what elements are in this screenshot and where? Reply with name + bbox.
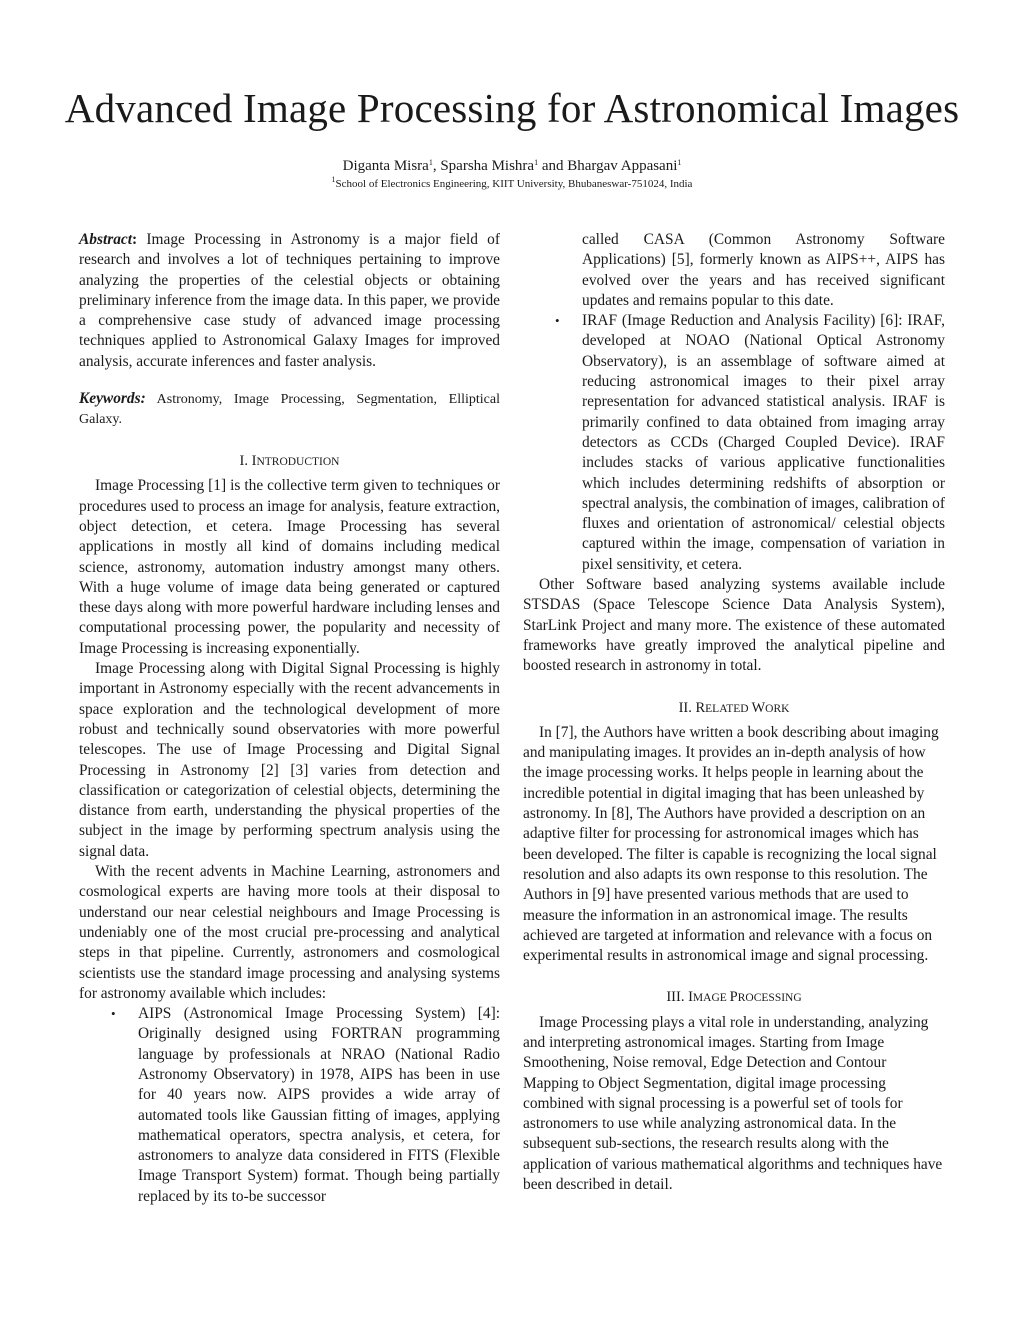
list-item-aips — [79, 1004, 500, 1207]
author-name: Bhargav Appasani — [567, 158, 678, 174]
author-affiliation-mark: 1 — [677, 158, 682, 167]
list-item-iraf — [523, 311, 945, 575]
affiliation-text: School of Electronics Engineering, KIIT University, Bhubaneswar-751024, India — [335, 178, 693, 190]
bullet-icon: • — [111, 1006, 116, 1022]
intro-paragraph-2: Image Processing along with Digital Signal Processing is highly important in Astronomy especially with the recent advancements in space exploration and the technological development of more robust and technically sound observatories with more powerful telescopes. The use of Image Processing and Digital Signal Processing in Astronomy [2] [3] varies from detection and classification or categorization of celestial objects, determining the distance from earth, understanding the physical properties of the subject in the image by performing spectrum analysis using the signal data. — [79, 660, 500, 860]
keywords — [79, 389, 500, 430]
author-affiliation-mark: 1 — [534, 158, 539, 167]
software-list — [79, 1004, 500, 1207]
section-heading-related-work: II. RELATED WORK — [678, 699, 790, 716]
abstract-colon: : — [132, 231, 138, 248]
author-name: Sparsha Mishra — [440, 158, 535, 174]
list-item-text: AIPS (Astronomical Image Processing System) [4]: Originally designed using FORTRAN programming language by professionals at NRAO (National Radio Astronomy Observatory) in 1978, AIPS has been in use for 40 years now. AIPS provides a wide array of automated tools like Gaussian fitting of images, applying mathematical operators, spectra analysis, et cetera, for astronomers to analyze data considered in FITS (Flexible Image Transport System) format. Though being partially replaced by its to-be successor — [138, 1005, 500, 1205]
abstract-text: Image Processing in Astronomy is a major field of research and involves a lot of techniques pertaining to improve analyzing the properties of the celestial objects or obtaining preliminary inference from the image data. In this paper, we provide a comprehensive case study of advanced image processing techniques applied to Astronomical Galaxy Images for improved analysis, accurate inferences and faster analysis. — [79, 231, 500, 370]
keywords-label: Keywords: — [79, 390, 146, 408]
author-affiliation-mark: 1 — [428, 158, 433, 167]
author-separator: , — [432, 158, 441, 174]
section-heading-image-processing: III. IMAGE PROCESSING — [666, 989, 802, 1006]
affiliation — [0, 175, 1024, 190]
related-work-paragraph: In [7], the Authors have written a book describing about imaging and manipulating images. It provides an in-depth analysis of how the image processing works. It helps people in learning about the incredible potential in digital imaging that has been unleashed by astronomy. In [8], The Authors have provided a description on an adaptive filter for processing for astronomical images which has been developed. The filter is capable is recognizing the local signal resolution and also adapts its own response to this resolution. The Authors in [9] have presented various methods that are used to measure the information in an astronomical image. The results achieved are targeted at information and relevance with a focus on experimental results in astronomical image and signal processing. — [523, 723, 939, 965]
keywords-text: Astronomy, Image Processing, Segmentation, Elliptical Galaxy. — [79, 392, 500, 428]
bullet-icon: • — [555, 313, 560, 329]
left-column — [79, 230, 500, 1207]
intro-paragraph-4: Other Software based analyzing systems available include STSDAS (Space Telescope Science Data Analysis System), StarLink Project and many more. The existence of these automated frameworks have greatly improved the analytical pipeline and boosted research in astronomy in total. — [523, 576, 945, 675]
list-item-aips-continued: called CASA (Common Astronomy Software Applications) [5], formerly known as AIPS++, AIPS has evolved over the years and has received significant updates and remains popular to this date. — [582, 231, 945, 309]
right-column — [523, 230, 945, 1195]
abstract — [79, 230, 500, 372]
list-item-text: IRAF (Image Reduction and Analysis Facility) [6]: IRAF, developed at NOAO (National Optical Astronomy Observatory), is an assemblage of software aimed at reducing astronomical images to their pixel array representation for advanced statistical analysis. IRAF is primarily confined to data obtained from imaging array detectors as CCDs (Charged Coupled Device). IRAF includes stacks of various applicative functionalities which includes determining redshifts of absorption or spectral analysis, the combination of images, calibration of fluxes and orientation of astronomical/ celestial objects captured within the image, compensation of variation in pixel sensitivity, et cetera. — [582, 312, 945, 573]
author-list — [0, 158, 1024, 175]
intro-paragraph-3: With the recent advents in Machine Learning, astronomers and cosmological experts are having more tools at their disposal to understand our near celestial neighbours and Image Processing is undeniably one of the most crucial pre-processing and analytical steps in that pipeline. Currently, astronomers and cosmological scientists use the standard image processing and analysing systems for astronomy available which includes: — [79, 863, 500, 1002]
image-processing-paragraph: Image Processing plays a vital role in understanding, analyzing and interpreting astronomical images. Starting from Image Smoothening, Noise removal, Edge Detection and Contour Mapping to Object Segmentation, digital image processing combined with signal processing is a powerful set of tools for astronomers to use while analyzing astronomical data. In the subsequent sub-sections, the research results along with the application of various mathematical algorithms and techniques have been described in detail. — [523, 1013, 943, 1194]
intro-paragraph-1: Image Processing [1] is the collective term given to techniques or procedures used to process an image for analysis, feature extraction, object detection, et cetera. Image Processing has several applications in mostly all kind of domains including medical science, astronomy, automation industry amongst many others. With a huge volume of image data being generated or captured these days along with more powerful hardware including lenses and computational processing power, the popularity and necessity of Image Processing is increasing exponentially. — [79, 477, 500, 657]
author-separator: and — [538, 158, 568, 174]
section-heading-introduction: I. INTRODUCTION — [239, 453, 340, 470]
paper-title: Advanced Image Processing for Astronomical Images — [64, 85, 960, 131]
affiliation-mark: 1 — [331, 175, 336, 184]
software-list-continued — [523, 311, 945, 575]
author-name: Diganta Misra — [342, 158, 429, 174]
abstract-label: Abstract — [79, 231, 133, 248]
